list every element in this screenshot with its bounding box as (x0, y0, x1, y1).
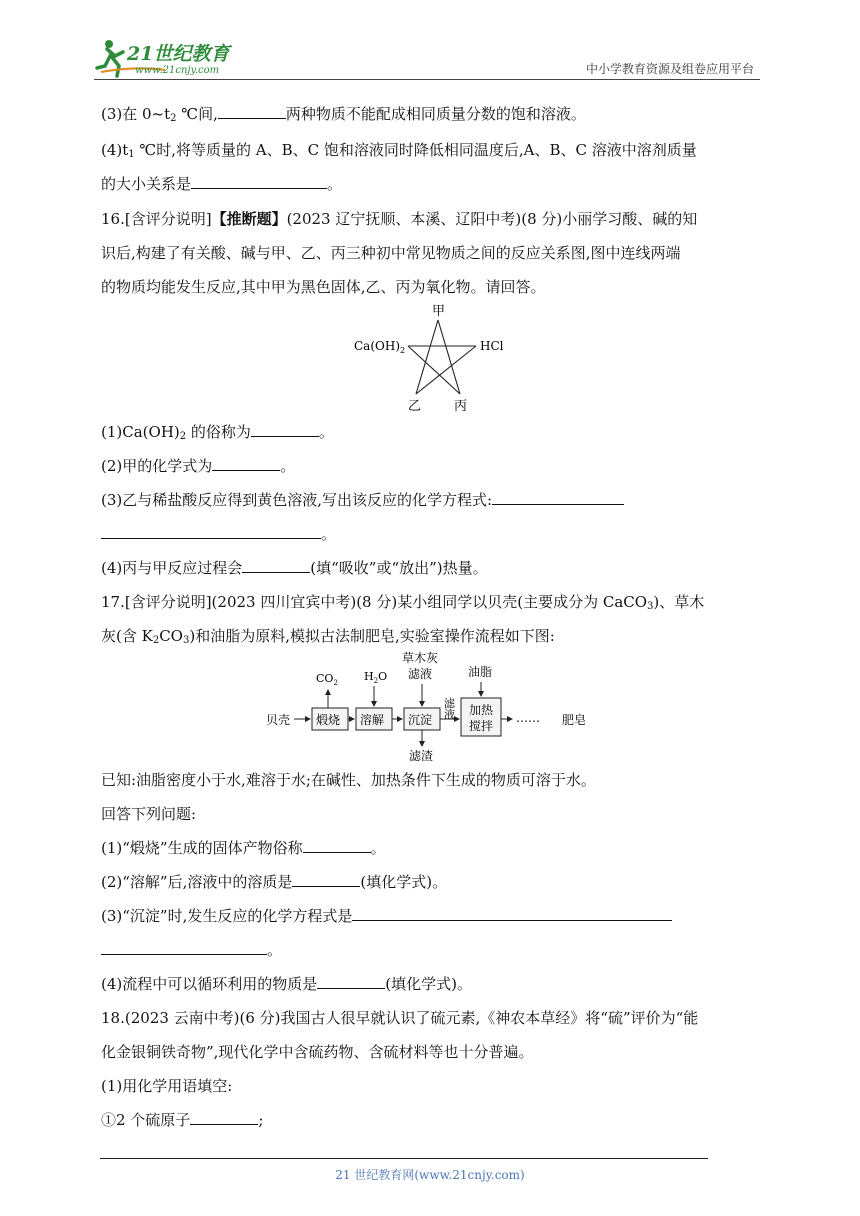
q18-line2: 化金银铜铁奇物”,现代化学中含硫药物、含硫材料等也十分普遍。 (101, 1043, 534, 1061)
soap-process-flowchart (264, 650, 604, 766)
answer-blank[interactable] (212, 456, 280, 471)
q17-sub2: (2)“溶解”后,溶液中的溶质是 (填化学式)。 (101, 873, 448, 891)
node-yi: 乙 (408, 399, 422, 414)
answer-blank[interactable] (352, 906, 672, 921)
flow-ash-2: 滤液 (408, 667, 433, 681)
answer-blank[interactable] (251, 422, 319, 437)
flow-box4-label-1: 加热 (469, 703, 494, 717)
header-divider (94, 79, 760, 80)
flow-oil: 油脂 (468, 665, 493, 679)
q15-part3: (3)在 $0\sim t_2$ ℃间, 两种物质不能配成相同质量分数的饱和溶液。 (101, 105, 586, 124)
answer-blank[interactable] (292, 872, 360, 887)
flow-box3-label: 沉淀 (408, 713, 433, 727)
flow-ash-1: 草木灰 (402, 651, 439, 665)
flow-box2-label: 溶解 (360, 713, 385, 727)
q17-line1: 17.[含评分说明](2023 四川宜宾中考)(8 分)某小组同学以贝壳(主要成分为 CaCO$_3$)、草木 (101, 593, 705, 612)
q17-answer-prompt: 回答下列问题: (101, 805, 197, 823)
reaction-star-diagram (350, 300, 510, 416)
q16-line1: 16.[含评分说明]【推断题】(2023 辽宁抚顺、本溪、辽阳中考)(8 分)小丽学习酸、碱的知 (101, 210, 698, 228)
answer-blank[interactable] (191, 174, 327, 189)
answer-blank[interactable] (242, 558, 310, 573)
answer-blank[interactable] (101, 940, 267, 955)
q16-sub3-line2: 。 (101, 524, 336, 544)
answer-blank[interactable] (218, 104, 286, 119)
flow-end: 肥皂 (562, 713, 587, 727)
flow-h2o: $H_2O$ (364, 670, 388, 685)
q17-line2: 灰(含 $K_2CO_3$)和油脂为原料,模拟古法制肥皂,实验室操作流程如下图: (101, 627, 555, 646)
logo-text: 21世纪教育 (127, 43, 230, 65)
flow-residue: 滤渣 (409, 749, 434, 763)
flow-co2: $CO_2$ (316, 672, 338, 687)
q17-known: 已知:油脂密度小于水,难溶于水;在碱性、加热条件下生成的物质可溶于水。 (101, 771, 596, 789)
q17-sub3: (3)“沉淀”时,发生反应的化学方程式是 (101, 906, 672, 926)
q16-sub3: (3)乙与稀盐酸反应得到黄色溶液,写出该反应的化学方程式: (101, 490, 624, 510)
answer-blank[interactable] (303, 838, 371, 853)
q18-sub1: (1)用化学用语填空: (101, 1077, 233, 1095)
footer-link[interactable]: 21 世纪教育网(www.21cnjy.com) (335, 1168, 525, 1182)
answer-blank[interactable] (492, 490, 624, 505)
q16-line3: 的物质均能发生反应,其中甲为黑色固体,乙、丙为氧化物。请回答。 (101, 278, 546, 296)
footer-divider (100, 1158, 708, 1159)
flow-filtrate-2: 液 (444, 708, 455, 721)
node-caoh2: $Ca(OH)_2$ (354, 339, 406, 355)
answer-blank[interactable] (317, 974, 385, 989)
flow-box1-label: 煅烧 (316, 713, 341, 727)
q17-sub1: (1)“煅烧”生成的固体产物俗称 。 (101, 839, 386, 857)
flow-start: 贝壳 (266, 713, 291, 727)
q15-part4-line2: 的大小关系是 。 (101, 175, 343, 193)
q16-sub1: $(1)Ca(OH)_2$ 的俗称为 。 (101, 423, 334, 442)
site-logo (95, 36, 265, 80)
answer-blank[interactable] (101, 524, 321, 539)
flow-filtrate-1: 滤 (444, 697, 455, 710)
q16-line2: 识后,构建了有关酸、碱与甲、乙、丙三种初中常见物质之间的反应关系图,图中连线两端 (101, 244, 681, 262)
q16-sub4: (4)丙与甲反应过程会 (填“吸收”或“放出”)热量。 (101, 559, 488, 577)
q18-sub1-item1: ①2 个硫原子 ; (101, 1111, 264, 1129)
q16-sub2: (2)甲的化学式为 。 (101, 457, 296, 475)
answer-blank[interactable] (190, 1110, 258, 1125)
node-jia: 甲 (432, 304, 446, 319)
node-hcl: HCl (480, 339, 504, 353)
q18-line1: 18.(2023 云南中考)(6 分)我国古人很早就认识了硫元素,《神农本草经》将“硫”评价为“能 (101, 1009, 699, 1027)
q17-sub4: (4)流程中可以循环利用的物质是 (填化学式)。 (101, 975, 472, 993)
flow-dots: …… (516, 711, 540, 725)
node-bing: 丙 (454, 399, 468, 414)
flow-box4-label-2: 搅拌 (469, 719, 494, 733)
q17-sub3-line2: 。 (101, 940, 282, 960)
logo-url: www.21cnjy.com (135, 65, 220, 76)
platform-name: 中小学教育资源及组卷应用平台 (585, 62, 754, 76)
q15-part4: $(4)t_1$ ℃时,将等质量的 A、B、C 饱和溶液同时降低相同温度后,A、B、C 溶液中溶剂质量 (101, 141, 697, 160)
